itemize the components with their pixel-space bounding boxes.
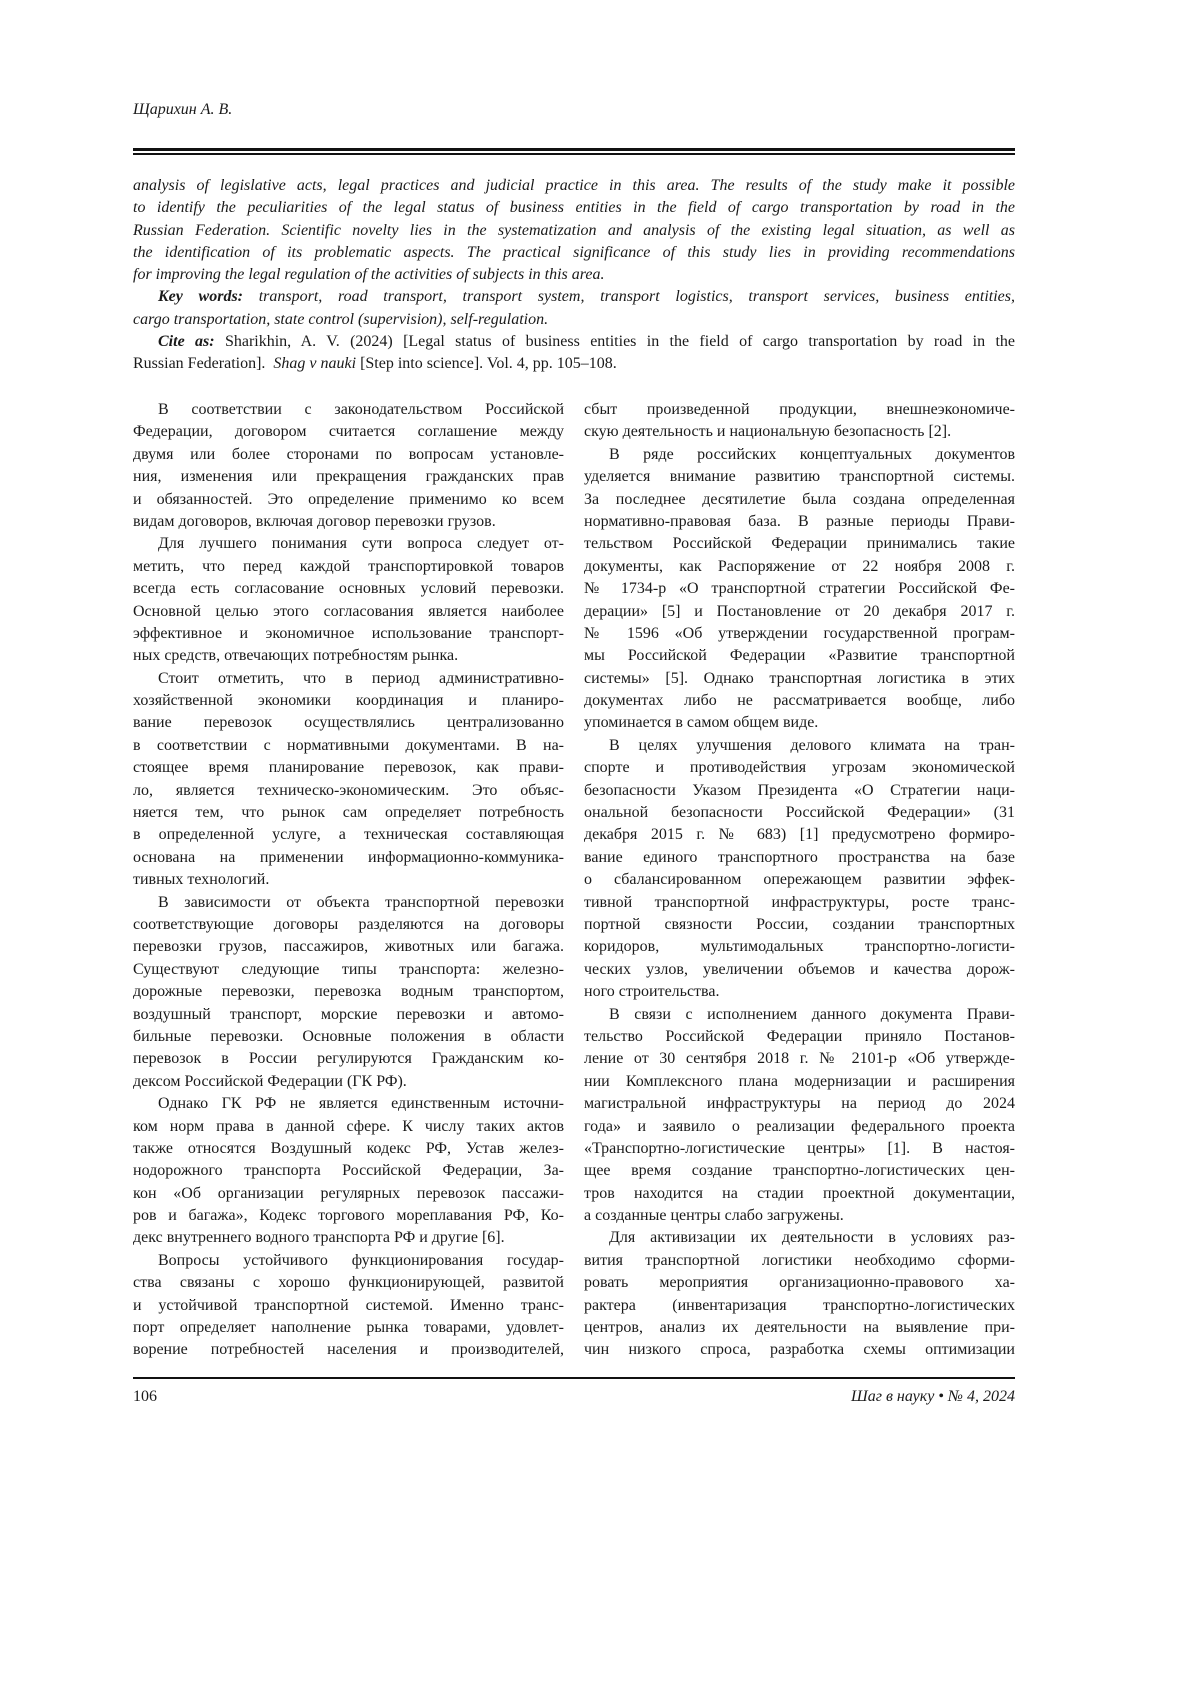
text-line: ление от 30 сентября 2018 г. № 2101-р «Об утвержде- [584, 1048, 1015, 1070]
keywords [133, 286, 1015, 331]
header-double-rule [133, 148, 1015, 155]
text-line: тельство Российской Федерации приняло Постанов- [584, 1026, 1015, 1048]
text-line: спорте и противодействия угрозам экономической [584, 757, 1015, 779]
abstract [133, 175, 1015, 376]
keywords-label: Key words: [158, 288, 243, 305]
text-line: а созданные центры слабо загружены. [584, 1205, 1015, 1227]
text-line: Стоит отметить, что в период административно- [133, 668, 564, 690]
text-line: В соответствии с законодательством Российской [133, 399, 564, 421]
text-line: воздушный транспорт, морские перевозки и автомо- [133, 1004, 564, 1026]
text-line: тивных технологий. [133, 869, 564, 891]
text-line: ния, изменения или прекращения гражданских прав [133, 466, 564, 488]
running-head-author: Щарихин А. В. [133, 101, 232, 119]
text-line: года» и заявило о реализации федерального проекта [584, 1116, 1015, 1138]
text-line: ров и багажа», Кодекс торгового мореплавания РФ, Ко- [133, 1205, 564, 1227]
text-line: вание перевозок осуществлялись централизованно [133, 712, 564, 734]
text-line: Существуют следующие типы транспорта: железно- [133, 959, 564, 981]
text-line: двумя или более сторонами по вопросам установле- [133, 444, 564, 466]
cite-text: [Step into science]. Vol. 4, pp. 105–108. [360, 355, 617, 372]
text-line: нодорожного транспорта Российской Федерации, За- [133, 1160, 564, 1182]
abstract-line: for improving the legal regulation of the activities of subjects in this area. [133, 264, 1015, 286]
text-line: вития транспортной логистики необходимо сформи- [584, 1250, 1015, 1272]
text-line: чин низкого спроса, разработка схемы оптимизации [584, 1339, 1015, 1361]
text-line: декс внутреннего водного транспорта РФ и другие [6]. [133, 1227, 564, 1249]
text-line: декабря 2015 г. № 683) [1] предусмотрено формиро- [584, 824, 1015, 846]
cite-line [133, 353, 1015, 375]
text-line: тельством Российской Федерации принимались такие [584, 533, 1015, 555]
text-line: системы» [5]. Однако транспортная логистика в этих [584, 668, 1015, 690]
paragraph [584, 1004, 1015, 1228]
text-line: В целях улучшения делового климата на тран- [584, 735, 1015, 757]
text-line: ком норм права в данной сфере. К числу таких актов [133, 1116, 564, 1138]
text-line: вание единого транспортного пространства на базе [584, 847, 1015, 869]
text-line: За последнее десятилетие была создана определенная [584, 489, 1015, 511]
text-line: ческих узлов, увеличении объемов и качества дорож- [584, 959, 1015, 981]
text-line: перевозки грузов, пассажиров, животных или багажа. [133, 936, 564, 958]
keywords-text: transport, road transport, transport system, transport logistics, transport services, business entities, [259, 288, 1015, 305]
text-line: коридоров, мультимодальных транспортно-логисти- [584, 936, 1015, 958]
text-line: няется тем, что рынок сам определяет потребность [133, 802, 564, 824]
footer-rule [133, 1377, 1015, 1379]
text-line: дорожные перевозки, перевозка водным транспортом, [133, 981, 564, 1003]
text-line: о сбалансированном опережающем развитии эффек- [584, 869, 1015, 891]
text-line: ства связаны с хорошо функционирующей, развитой [133, 1272, 564, 1294]
text-line: нии Комплексного плана модернизации и расширения [584, 1071, 1015, 1093]
paragraph [133, 668, 564, 892]
text-line: Вопросы устойчивого функционирования государ- [133, 1250, 564, 1272]
text-line: дексом Российской Федерации (ГК РФ). [133, 1071, 564, 1093]
text-line: и устойчивой транспортной системой. Именно транс- [133, 1295, 564, 1317]
text-line: безопасности Указом Президента «О Стратегии наци- [584, 780, 1015, 802]
abstract-line: analysis of legislative acts, legal practices and judicial practice in this area. The results of the study make it possible [133, 175, 1015, 197]
paragraph [133, 399, 564, 533]
text-line: центров, анализ их деятельности на выявление при- [584, 1317, 1015, 1339]
text-line: ровать мероприятия организационно-правового ха- [584, 1272, 1015, 1294]
text-line: щее время создание транспортно-логистических цен- [584, 1160, 1015, 1182]
text-line: дерации» [5] и Постановление от 20 декабря 2017 г. [584, 601, 1015, 623]
text-line: ло, является техническо-экономическим. Это объяс- [133, 780, 564, 802]
text-line: ных средств, отвечающих потребностям рынка. [133, 645, 564, 667]
text-line: № 1596 «Об утверждении государственной програм- [584, 623, 1015, 645]
text-line: документы, как Распоряжение от 22 ноября 2008 г. [584, 556, 1015, 578]
text-line: магистральной инфраструктуры на период до 2024 [584, 1093, 1015, 1115]
text-line: уделяется внимание развитию транспортной системы. [584, 466, 1015, 488]
cite-line [133, 331, 1015, 353]
text-line: «Транспортно-логистические центры» [1]. В настоя- [584, 1138, 1015, 1160]
keywords-line: cargo transportation, state control (supervision), self-regulation. [133, 309, 1015, 331]
text-line: В ряде российских концептуальных документов [584, 444, 1015, 466]
text-line: стоящее время планирование перевозок, как прави- [133, 757, 564, 779]
paragraph [133, 533, 564, 667]
body-column-right [584, 399, 1015, 1362]
body-column-left [133, 399, 564, 1362]
text-line: Основной целью этого согласования является наиболее [133, 601, 564, 623]
text-line: и обязанностей. Это определение применимо ко всем [133, 489, 564, 511]
paragraph [584, 444, 1015, 735]
text-line: В связи с исполнением данного документа Прави- [584, 1004, 1015, 1026]
cite-journal: Shag v nauki [273, 355, 356, 372]
text-line: соответствующие договоры разделяются на договоры [133, 914, 564, 936]
paragraph [133, 1093, 564, 1250]
text-line: основана на применении информационно-коммуника- [133, 847, 564, 869]
text-line: ональной безопасности Российской Федерации» (31 [584, 802, 1015, 824]
citation [133, 331, 1015, 376]
text-line: Однако ГК РФ не является единственным источни- [133, 1093, 564, 1115]
paragraph [584, 399, 1015, 444]
text-line: перевозок в России регулируются Гражданским ко- [133, 1048, 564, 1070]
text-line: хозяйственной экономики координация и планиро- [133, 690, 564, 712]
text-line: В зависимости от объекта транспортной перевозки [133, 892, 564, 914]
text-line: метить, что перед каждой транспортировкой товаров [133, 556, 564, 578]
abstract-line: the identification of its problematic aspects. The practical significance of this study lies in providing recommendations [133, 242, 1015, 264]
cite-text: Russian Federation]. [133, 355, 265, 372]
abstract-text [133, 175, 1015, 286]
text-line: ворение потребностей населения и производителей, [133, 1339, 564, 1361]
paragraph [584, 1227, 1015, 1361]
paragraph [133, 892, 564, 1094]
text-line: рактера (инвентаризация транспортно-логистических [584, 1295, 1015, 1317]
text-line: скую деятельность и национальную безопасность [2]. [584, 421, 1015, 443]
cite-text: Sharikhin, A. V. (2024) [Legal status of business entities in the field of cargo transportation by road in the [225, 333, 1015, 350]
text-line: всегда есть согласование основных условий перевозки. [133, 578, 564, 600]
paragraph [584, 735, 1015, 1004]
text-line: кон «Об организации регулярных перевозок пассажи- [133, 1183, 564, 1205]
text-line: ного строительства. [584, 981, 1015, 1003]
text-line: № 1734-р «О транспортной стратегии Российской Фе- [584, 578, 1015, 600]
text-line: сбыт произведенной продукции, внешнеэкономиче- [584, 399, 1015, 421]
text-line: видам договоров, включая договор перевозки грузов. [133, 511, 564, 533]
abstract-line: to identify the peculiarities of the legal status of business entities in the field of cargo transportation by road in the [133, 197, 1015, 219]
text-line: нормативно-правовая база. В разные периоды Прави- [584, 511, 1015, 533]
text-line: тивной транспортной инфраструктуры, росте транс- [584, 892, 1015, 914]
text-line: документах либо не рассматривается вообще, либо [584, 690, 1015, 712]
text-line: порт определяет наполнение рынка товарами, удовлет- [133, 1317, 564, 1339]
cite-label: Cite as: [158, 333, 215, 350]
text-line: Федерации, договором считается соглашение между [133, 421, 564, 443]
text-line: мы Российской Федерации «Развитие транспортной [584, 645, 1015, 667]
text-line: Для лучшего понимания сути вопроса следует от- [133, 533, 564, 555]
abstract-line: Russian Federation. Scientific novelty lies in the systematization and analysis of the existing legal situation, as well as [133, 220, 1015, 242]
journal-footer: Шаг в науку • № 4, 2024 [851, 1388, 1015, 1406]
text-line: портной связности России, создании транспортных [584, 914, 1015, 936]
paragraph [133, 1250, 564, 1362]
text-line: эффективное и экономичное использование транспорт- [133, 623, 564, 645]
page-number: 106 [133, 1388, 157, 1406]
text-line: Для активизации их деятельности в условиях раз- [584, 1227, 1015, 1249]
text-line: также относятся Воздушный кодекс РФ, Устав желез- [133, 1138, 564, 1160]
text-line: тров находится на стадии проектной документации, [584, 1183, 1015, 1205]
keywords-line [133, 286, 1015, 308]
text-line: в определенной услуге, а техническая составляющая [133, 824, 564, 846]
text-line: упоминается в самом общем виде. [584, 712, 1015, 734]
text-line: в соответствии с нормативными документами. В на- [133, 735, 564, 757]
text-line: бильные перевозки. Основные положения в области [133, 1026, 564, 1048]
